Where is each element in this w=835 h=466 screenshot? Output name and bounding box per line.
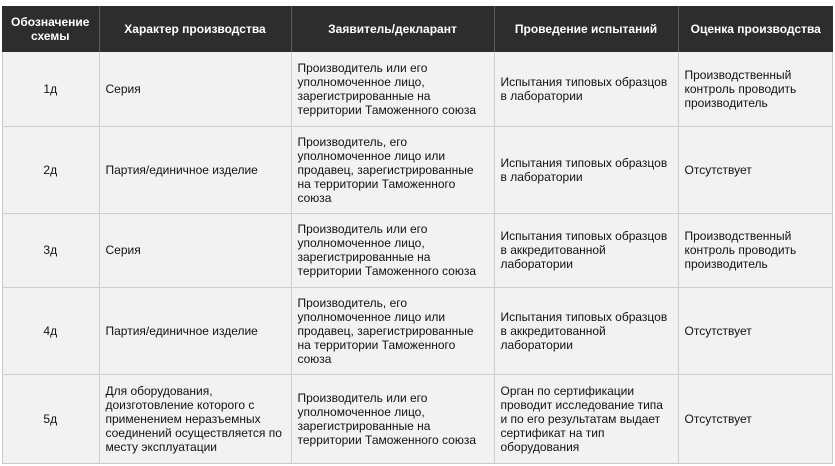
cell-testing: Испытания типовых образцов в аккредитованной лаборатории: [494, 213, 678, 287]
cell-scheme: 5д: [2, 374, 99, 463]
header-scheme: Обозначение схемы: [2, 6, 99, 52]
cell-applicant: Производитель или его уполномоченное лицо, зарегистрированные на территории Таможенного союза: [291, 213, 494, 287]
cell-assessment: Производственный контроль проводить производитель: [678, 213, 833, 287]
cell-applicant: Производитель или его уполномоченное лицо, зарегистрированные на территории Таможенного союза: [291, 52, 494, 126]
cell-production: Для оборудования, доизготовление которого с применением неразъемных соединений осуществляется по месту эксплуатации: [99, 374, 291, 463]
cell-testing: Испытания типовых образцов в лаборатории: [494, 52, 678, 126]
header-applicant: Заявитель/декларант: [291, 6, 494, 52]
cell-applicant: Производитель, его уполномоченное лицо или продавец, зарегистрированные на территории Таможенного союза: [291, 287, 494, 374]
cell-assessment: Отсутствует: [684, 411, 752, 426]
header-production: Характер производства: [99, 6, 291, 52]
cell-applicant: Производитель, его уполномоченное лицо или продавец, зарегистрированные на территории Таможенного союза: [291, 126, 494, 213]
header-testing: Проведение испытаний: [494, 6, 678, 52]
cell-applicant: Производитель или его уполномоченное лицо, зарегистрированные на территории Таможенного союза: [291, 374, 494, 463]
cell-production: Партия/единичное изделие: [99, 126, 291, 213]
cell-testing: Испытания типовых образцов в лаборатории: [494, 126, 678, 213]
cell-production: Серия: [99, 52, 291, 126]
declaration-schemes-table: [2, 6, 833, 463]
cell-production: Партия/единичное изделие: [99, 287, 291, 374]
cell-assessment: Производственный контроль проводить производитель: [678, 52, 833, 126]
table-row: [2, 126, 833, 213]
header-assessment: Оценка производства: [678, 6, 833, 52]
cell-assessment: Отсутствует: [678, 126, 833, 213]
table-row: [2, 52, 833, 126]
cell-scheme: 1д: [2, 52, 99, 126]
table-row: [2, 287, 833, 374]
schemes-table-container: [2, 6, 833, 464]
cell-assessment: Отсутствует: [678, 287, 833, 374]
table-header-row: [2, 6, 833, 52]
table-row: [2, 213, 833, 287]
table-row: [2, 374, 833, 463]
cell-scheme: 4д: [2, 287, 99, 374]
cell-testing: Орган по сертификации проводит исследование типа и по его результатам выдает сертификат на тип оборудования: [494, 374, 678, 463]
cell-scheme: 2д: [2, 126, 99, 213]
cell-scheme: 3д: [2, 213, 99, 287]
cell-production: Серия: [99, 213, 291, 287]
cell-testing: Испытания типовых образцов в аккредитованной лаборатории: [494, 287, 678, 374]
